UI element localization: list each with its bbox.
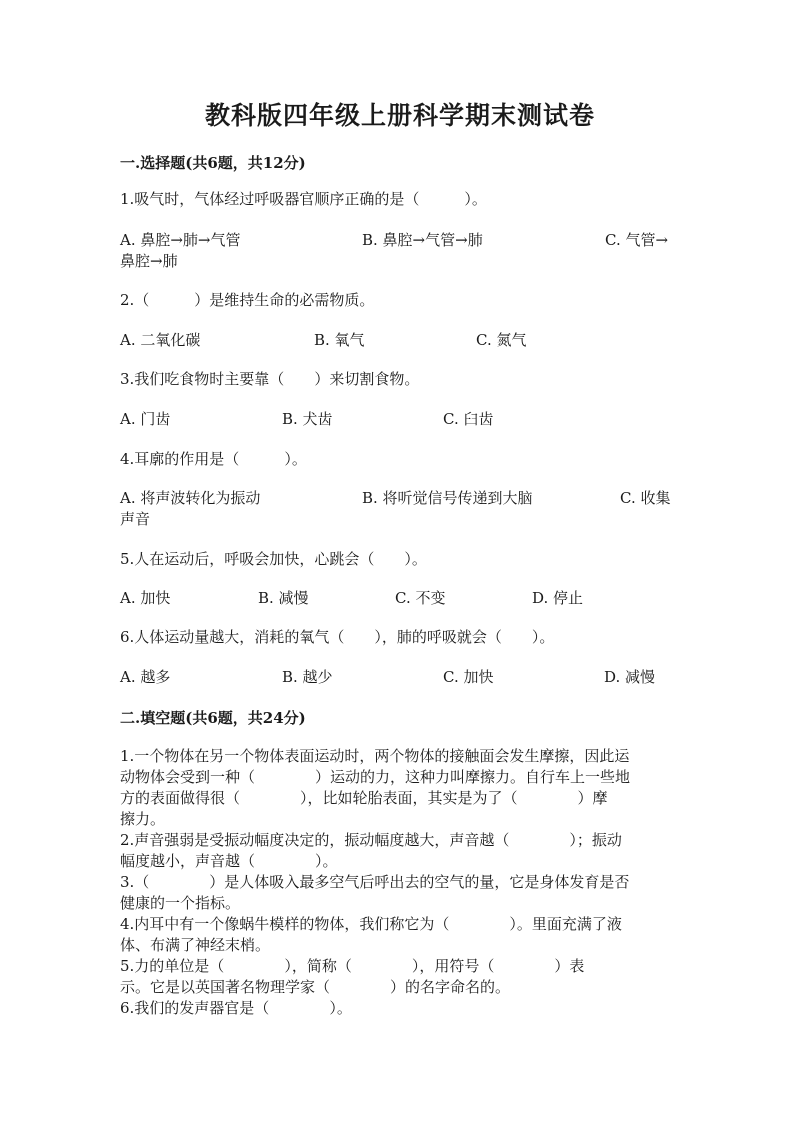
- option-d: D. 停止: [532, 589, 584, 607]
- option-a: A. 越多: [120, 668, 171, 686]
- section-heading-choice: 一.选择题(共6题，共12分): [120, 154, 306, 172]
- fill-line: 示。它是以英国著名物理学家（ ）的名字命名的。: [120, 978, 511, 996]
- fill-line: 方的表面做得很（ ），比如轮胎表面，其实是为了（ ）摩: [120, 789, 608, 807]
- fill-line: 幅度越小，声音越（ ）。: [120, 852, 338, 870]
- option-b: B. 将听觉信号传递到大脑: [362, 489, 533, 507]
- option-b: B. 鼻腔→气管→肺: [362, 231, 483, 249]
- option-c: C. 气管→: [605, 231, 669, 249]
- option-b: B. 犬齿: [282, 410, 333, 428]
- option-c-continued: 鼻腔→肺: [120, 252, 178, 270]
- question-stem: 3.我们吃食物时主要靠（ ）来切割食物。: [120, 370, 420, 388]
- option-a: A. 鼻腔→肺→气管: [120, 231, 241, 249]
- option-c: C. 不变: [395, 589, 446, 607]
- question-stem: 4.耳廓的作用是（ ）。: [120, 450, 307, 468]
- page-title: 教科版四年级上册科学期末测试卷: [204, 101, 595, 130]
- question-stem: 1.吸气时，气体经过呼吸器官顺序正确的是（ ）。: [120, 190, 487, 208]
- option-a: A. 加快: [120, 589, 171, 607]
- question-stem: 5.人在运动后，呼吸会加快，心跳会（ ）。: [120, 550, 427, 568]
- question-stem: 6.人体运动量越大，消耗的氧气（ ），肺的呼吸就会（ ）。: [120, 628, 555, 646]
- option-b: B. 氧气: [314, 331, 365, 349]
- option-b: B. 越少: [282, 668, 333, 686]
- fill-line: 3.（ ）是人体吸入最多空气后呼出去的空气的量，它是身体发育是否: [120, 873, 630, 891]
- section-heading-fill: 二.填空题(共6题，共24分): [120, 709, 306, 727]
- option-d: D. 减慢: [604, 668, 656, 686]
- fill-line: 健康的一个指标。: [120, 894, 241, 912]
- option-c: C. 收集: [620, 489, 671, 507]
- option-c-continued: 声音: [120, 510, 151, 528]
- fill-line: 动物体会受到一种（ ）运动的力，这种力叫摩擦力。自行车上一些地: [120, 768, 631, 786]
- option-c: C. 臼齿: [443, 410, 494, 428]
- fill-line: 5.力的单位是（ ），简称（ ），用符号（ ）表: [120, 957, 585, 975]
- fill-line: 2.声音强弱是受振动幅度决定的，振动幅度越大，声音越（ ）；振动: [120, 831, 622, 849]
- question-stem: 2.（ ）是维持生命的必需物质。: [120, 291, 375, 309]
- fill-line: 4.内耳中有一个像蜗牛模样的物体，我们称它为（ ）。里面充满了液: [120, 915, 622, 933]
- fill-line: 体、布满了神经末梢。: [120, 936, 271, 954]
- option-a: A. 门齿: [120, 410, 171, 428]
- option-c: C. 加快: [443, 668, 494, 686]
- option-c: C. 氮气: [476, 331, 527, 349]
- fill-line: 6.我们的发声器官是（ ）。: [120, 999, 352, 1017]
- option-a: A. 二氧化碳: [120, 331, 201, 349]
- fill-line: 1.一个物体在另一个物体表面运动时，两个物体的接触面会发生摩擦，因此运: [120, 747, 630, 765]
- option-b: B. 减慢: [258, 589, 309, 607]
- option-a: A. 将声波转化为振动: [120, 489, 261, 507]
- fill-line: 擦力。: [120, 810, 166, 828]
